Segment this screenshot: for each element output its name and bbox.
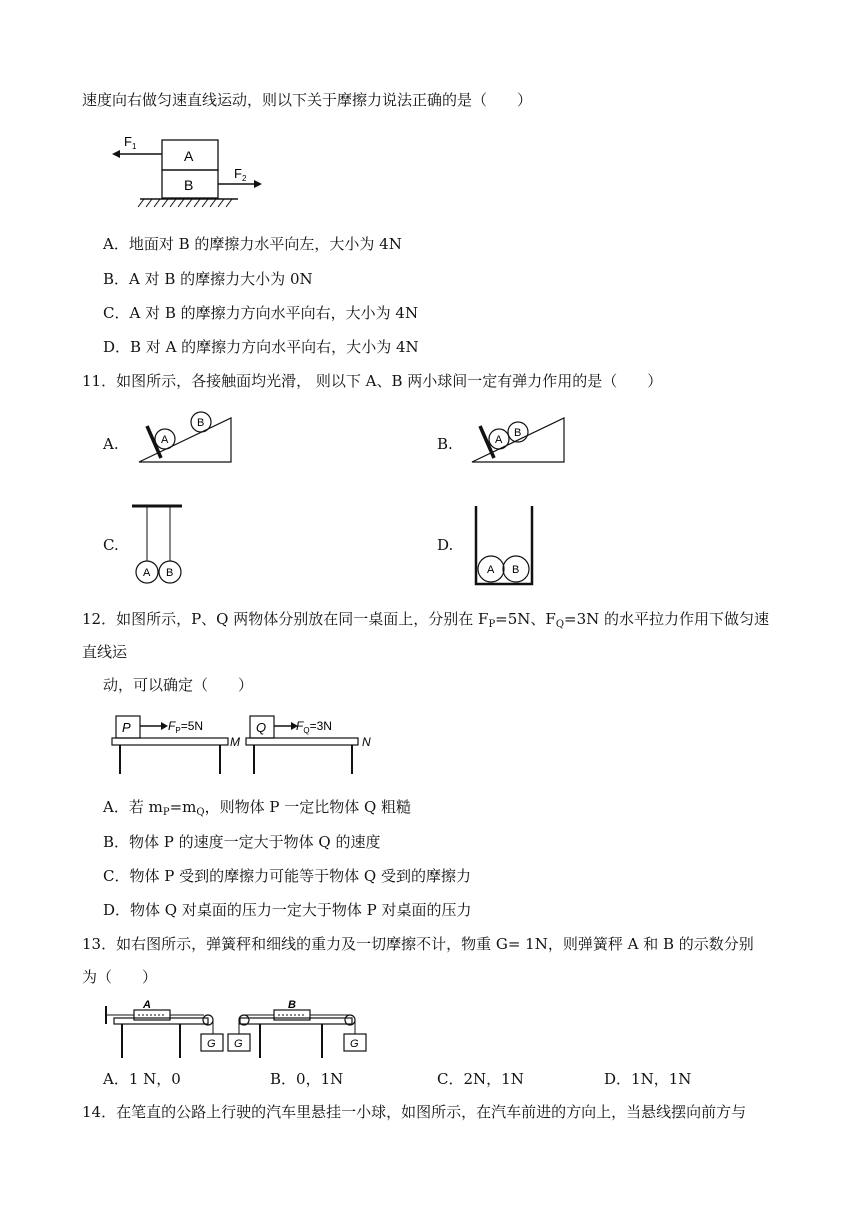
fp-arrowhead — [161, 722, 168, 730]
q13-stem-line2: 为（ ） — [82, 968, 158, 986]
weight-g-label: G — [207, 1038, 216, 1050]
ball-b-label: B — [166, 567, 174, 579]
q10-option-d: D．B 对 A 的摩擦力方向水平向右，大小为 4N — [103, 338, 419, 356]
q12-option-a: A．若 $m_P=m_Q$，则物体 P 一定比物体 Q 粗糙 — [103, 798, 412, 818]
weight-g-label: G — [350, 1038, 359, 1050]
block-q-label: Q — [256, 720, 267, 735]
q13-option-b: B．0，1N — [270, 1070, 344, 1088]
ball-a-label: A — [161, 434, 169, 446]
q11-figure-d — [470, 504, 540, 590]
q12-figure — [110, 712, 370, 778]
f1-label: $F_1$ — [124, 134, 137, 151]
q14-stem: 14．在笔直的公路上行驶的汽车里悬挂一小球，如图所示，在汽车前进的方向上，当悬线摆向前方与 — [82, 1103, 747, 1121]
block-p-label: P — [122, 720, 131, 735]
f1-arrowhead — [112, 150, 120, 158]
q12-stem: 12．如图所示，P、Q 两物体分别放在同一桌面上，分别在 $F_P=5N$、$F_Q=3N$ 的水平拉力作用下做匀速 — [82, 610, 770, 630]
ball-a-label: A — [487, 564, 495, 576]
q12-option-d: D．物体 Q 对桌面的压力一定大于物体 P 对桌面的压力 — [103, 901, 472, 919]
q13-option-d: D．1N，1N — [604, 1070, 692, 1088]
table-top-left — [114, 1018, 208, 1024]
q10-option-c: C．A 对 B 的摩擦力方向水平向右，大小为 4N — [103, 304, 419, 322]
table-m-top — [112, 738, 228, 745]
spring-scale-b-label: B — [288, 999, 296, 1011]
q10-stem-tail: 速度向右做匀速直线运动，则以下关于摩擦力说法正确的是（ ） — [82, 91, 533, 109]
q12-option-b: B．物体 P 的速度一定大于物体 Q 的速度 — [103, 833, 381, 851]
q13-option-c: C．2N，1N — [437, 1070, 524, 1088]
f2-label: $F_2$ — [234, 166, 247, 183]
q11-option-b-letter: B. — [437, 435, 453, 453]
fq-label: $F_Q=3N$ — [296, 719, 332, 735]
q11-option-d-letter: D. — [437, 536, 454, 554]
q10-option-a: A．地面对 B 的摩擦力水平向左，大小为 4N — [103, 235, 402, 253]
q10-option-b: B．A 对 B 的摩擦力大小为 0N — [103, 270, 313, 288]
q11-figure-b — [468, 408, 573, 472]
table-top-right — [240, 1018, 352, 1024]
ball-a-label: A — [143, 567, 151, 579]
q11-figure-a — [135, 408, 240, 472]
ground-hatching — [138, 199, 232, 207]
q13-option-a: A．1 N，0 — [103, 1070, 181, 1088]
q13-stem-line1: 13．如右图所示，弹簧秤和细线的重力及一切摩擦不计，物重 G= 1N，则弹簧秤 A 和 B 的示数分别 — [82, 935, 754, 953]
q10-figure — [110, 130, 270, 214]
ball-b-label: B — [514, 427, 522, 439]
q11-option-a-letter: A. — [103, 435, 119, 453]
ball-b-label: B — [512, 564, 520, 576]
block-b-label: B — [184, 177, 194, 193]
q13-figure — [100, 996, 375, 1062]
q12-option-c: C．物体 P 受到的摩擦力可能等于物体 Q 受到的摩擦力 — [103, 867, 471, 885]
q11-option-c-letter: C. — [103, 536, 119, 554]
wall-board — [480, 426, 494, 458]
table-n-top — [246, 738, 358, 745]
f2-arrowhead — [254, 180, 262, 188]
ball-b-label: B — [197, 417, 205, 429]
weight-g-label: G — [234, 1038, 243, 1050]
ball-a-label: A — [495, 434, 503, 446]
table-m-label: M — [230, 735, 240, 749]
q12-stem-line3: 动，可以确定（ ） — [103, 676, 254, 694]
table-n-label: N — [362, 735, 371, 749]
q12-stem-line2: 直线运 — [82, 643, 128, 661]
spring-scale-a-label: A — [143, 999, 151, 1011]
block-a-label: A — [184, 148, 194, 164]
q11-figure-c — [125, 498, 195, 588]
fp-label: $F_P=5N$ — [168, 719, 204, 735]
q11-stem: 11．如图所示，各接触面均光滑， 则以下 A、B 两小球间一定有弹力作用的是（ ） — [82, 372, 663, 390]
